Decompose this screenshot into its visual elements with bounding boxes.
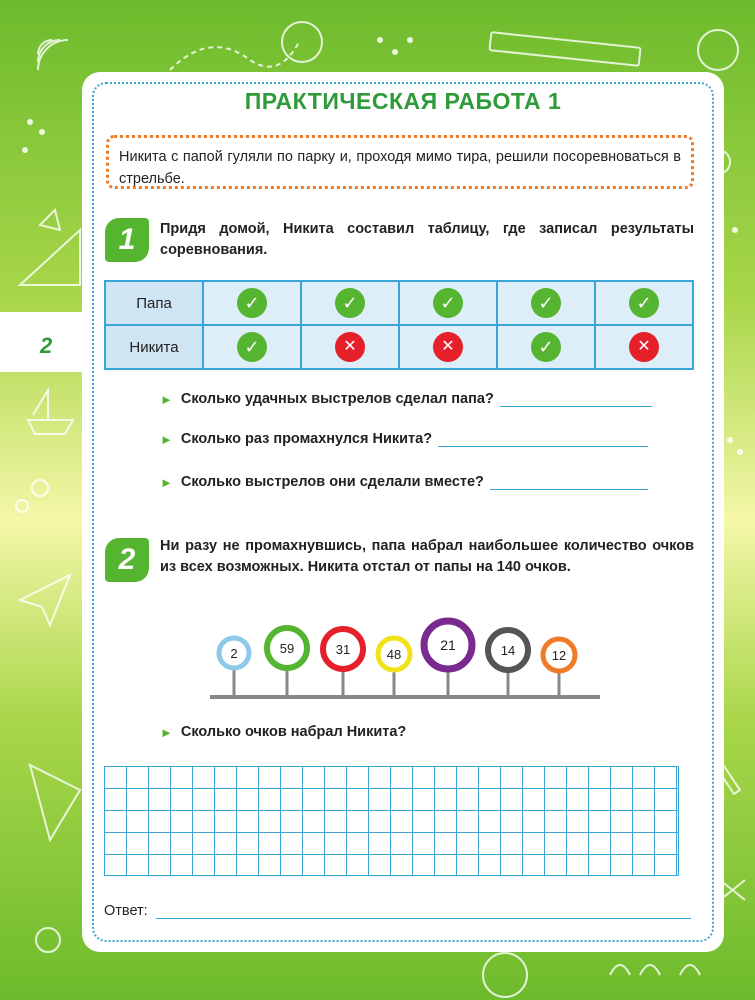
hit-mark-icon: ✓ xyxy=(237,332,267,362)
answer-line-3[interactable] xyxy=(490,476,648,490)
target-value: 14 xyxy=(500,643,516,658)
bullet-arrow-icon: ► xyxy=(160,432,173,447)
task-1-text: Придя домой, Никита составил таблицу, где записал результаты соревнования. xyxy=(160,221,694,258)
miss-mark-icon: ✕ xyxy=(433,332,463,362)
results-table xyxy=(104,280,694,370)
answer-line[interactable] xyxy=(156,905,691,919)
target-59 xyxy=(267,628,307,697)
question-2 xyxy=(160,431,648,447)
hit-mark-icon: ✓ xyxy=(531,332,561,362)
shooting-targets xyxy=(210,615,600,705)
target-14 xyxy=(488,630,528,697)
globe-doodle-icon xyxy=(282,22,322,62)
target-value: 59 xyxy=(279,641,295,656)
question-4-text: Сколько очков набрал Никита? xyxy=(180,724,407,740)
miss-mark-icon: ✕ xyxy=(335,332,365,362)
question-3 xyxy=(160,474,648,490)
flower-doodle-icon xyxy=(16,480,48,512)
arrow-doodle-icon xyxy=(40,210,60,230)
task-2-text: Ни разу не промахнувшись, папа набрал наибольшее количество очков из всех возможных. Никита отстал от папы на 140 очков. xyxy=(160,538,694,575)
task-1-badge: 1 xyxy=(105,218,149,262)
dashed-curve-doodle xyxy=(170,40,300,70)
wave-doodle-icon xyxy=(610,965,700,975)
target-2 xyxy=(219,638,249,697)
clock-doodle-icon xyxy=(698,30,738,70)
question-3-text: Сколько выстрелов они сделали вместе? xyxy=(180,474,484,490)
miss-mark-icon: ✕ xyxy=(629,332,659,362)
boat-doodle-icon xyxy=(28,390,73,434)
calculation-grid[interactable] xyxy=(104,766,679,876)
task-2-badge: 2 xyxy=(105,538,149,582)
answer-line-2[interactable] xyxy=(438,433,648,447)
bullet-arrow-icon: ► xyxy=(160,725,173,740)
question-1 xyxy=(160,391,652,407)
page-title: ПРАКТИЧЕСКАЯ РАБОТА 1 xyxy=(244,88,562,114)
triangle-doodle-icon xyxy=(30,765,80,840)
page-number: 2 xyxy=(40,333,53,358)
ball-doodle-icon xyxy=(483,953,527,997)
target-value: 31 xyxy=(335,642,351,657)
bullet-arrow-icon: ► xyxy=(160,392,173,407)
target-value: 12 xyxy=(551,648,567,663)
row-name-nikita: Никита xyxy=(105,325,203,369)
table-row xyxy=(105,281,693,325)
paper-plane-doodle-icon xyxy=(20,575,70,625)
target-21 xyxy=(424,621,472,697)
hit-mark-icon: ✓ xyxy=(531,288,561,318)
row-name-papa: Папа xyxy=(105,281,203,325)
lightbulb-doodle-icon xyxy=(36,928,60,952)
hit-mark-icon: ✓ xyxy=(629,288,659,318)
target-31 xyxy=(323,629,363,697)
hit-mark-icon: ✓ xyxy=(237,288,267,318)
target-value: 21 xyxy=(440,637,456,653)
bullet-arrow-icon: ► xyxy=(160,475,173,490)
answer-line-1[interactable] xyxy=(500,393,652,407)
target-value: 48 xyxy=(386,647,402,662)
answer-row xyxy=(104,903,691,919)
question-4 xyxy=(160,724,406,740)
table-row xyxy=(105,325,693,369)
triangle-ruler-doodle-icon xyxy=(20,230,80,285)
hit-mark-icon: ✓ xyxy=(335,288,365,318)
hit-mark-icon: ✓ xyxy=(433,288,463,318)
intro-box: Никита с папой гуляли по парку и, проходя мимо тира, решили посоревноваться в стрельбе. xyxy=(106,135,694,189)
target-value: 2 xyxy=(230,646,238,661)
wifi-doodle-icon xyxy=(38,40,68,70)
target-12 xyxy=(543,639,575,697)
question-2-text: Сколько раз промахнулся Никита? xyxy=(180,431,433,447)
target-48 xyxy=(378,638,410,697)
question-1-text: Сколько удачных выстрелов сделал папа? xyxy=(180,391,494,407)
answer-label: Ответ: xyxy=(104,903,148,919)
ruler-doodle-icon xyxy=(489,32,640,66)
